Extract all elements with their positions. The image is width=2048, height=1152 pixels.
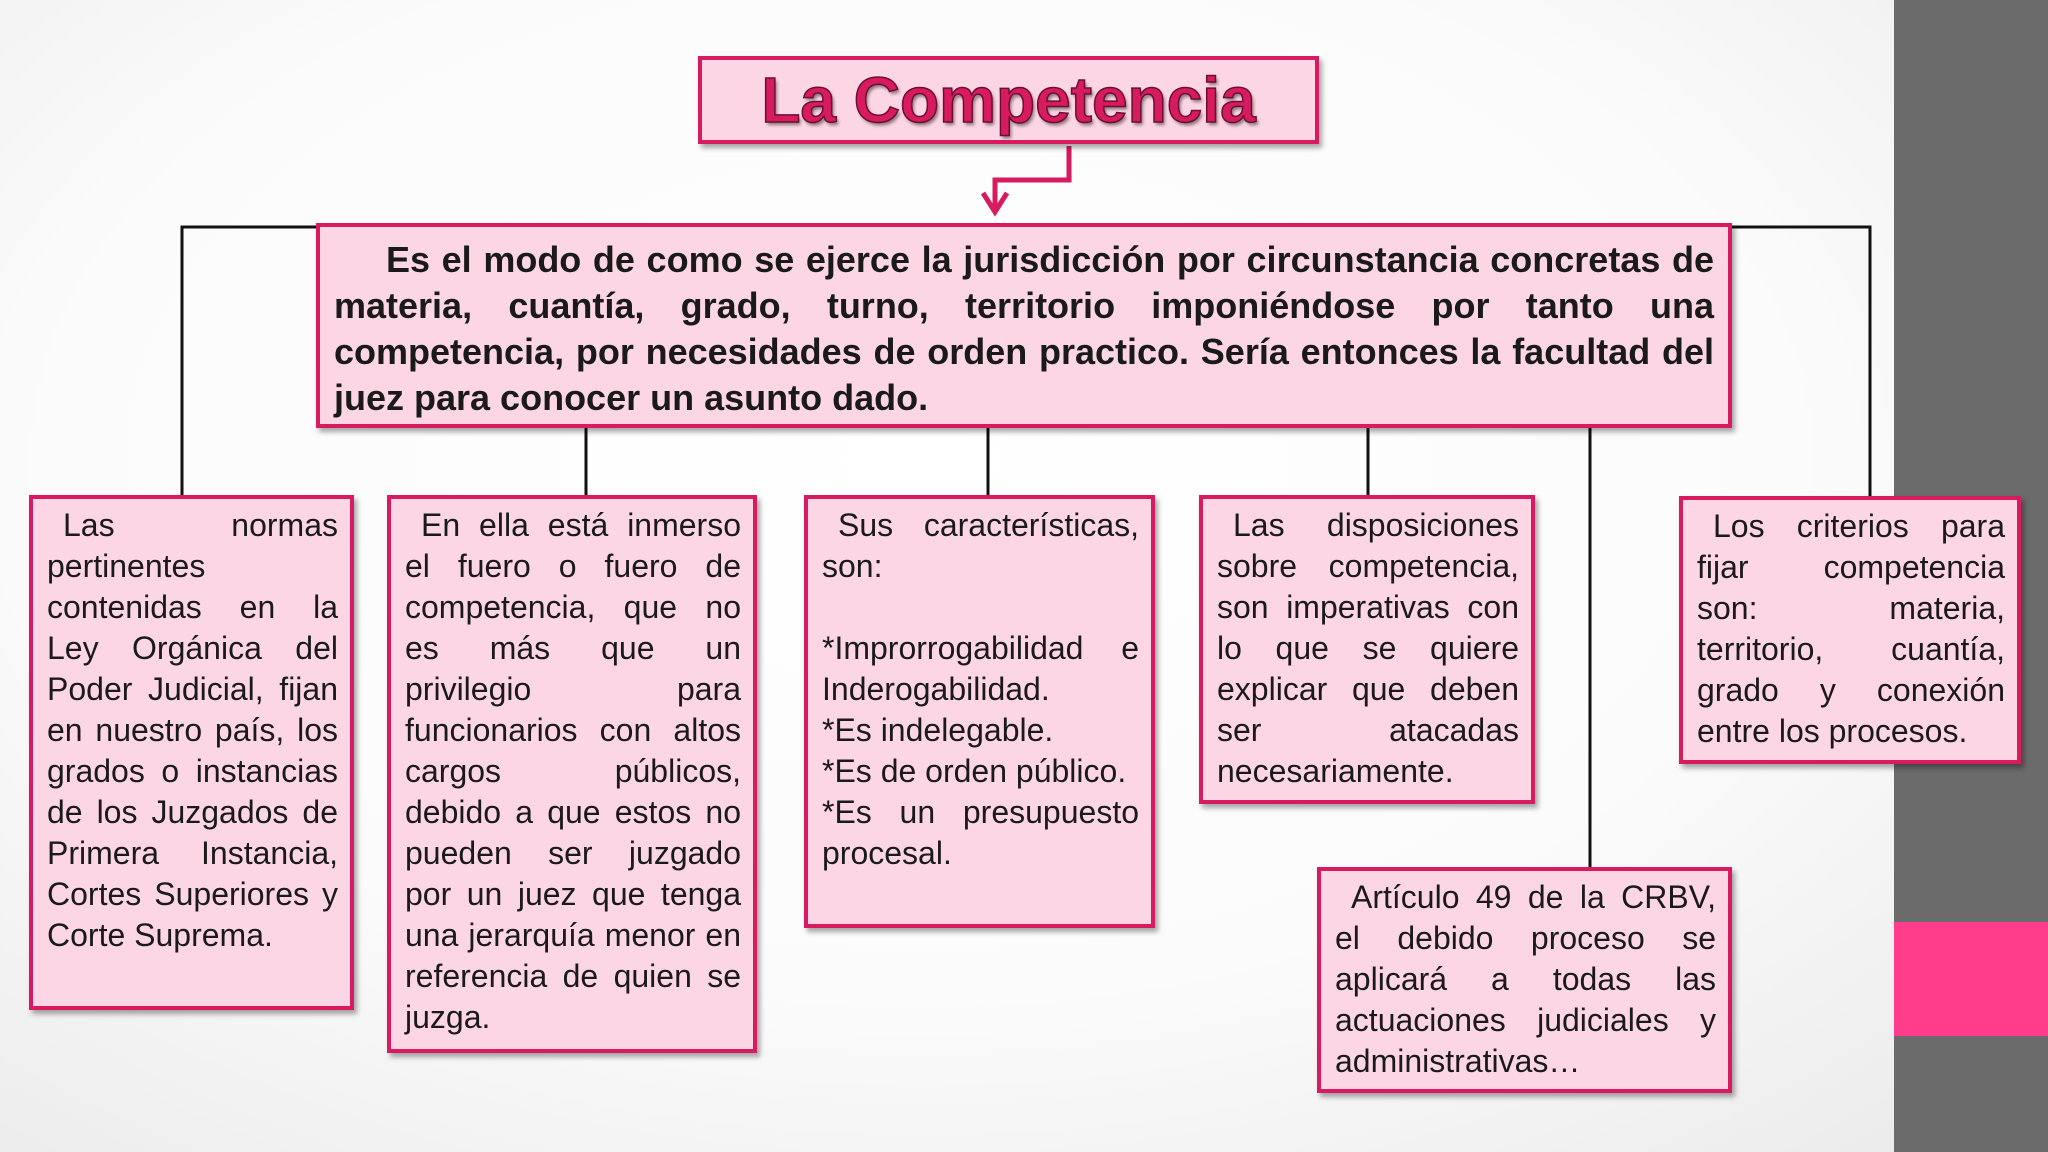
branch-box-normas: Las normas pertinentes contenidas en la Ley Orgánica del Poder Judicial, fijan en nuestro país, los grados o instancias de los Juzgados de Primera Instancia, Cortes Superiores y Corte Suprema. [29,495,354,1010]
branch-box-criterios: Los criterios para fijar competencia son: materia, territorio, cuantía, grado y conexión entre los procesos. [1679,496,2021,764]
branch-box-articulo-49: Artículo 49 de la CRBV, el debido proceso se aplicará a todas las actuaciones judiciales y administrativas… [1317,867,1732,1093]
title-box [698,56,1319,144]
title-arrow-line [995,146,1069,210]
bracket-left [182,227,316,495]
branch-box-fuero: En ella está inmerso el fuero o fuero de competencia, que no es más que un privilegio para funcionarios con altos cargos públicos, debido a que estos no pueden ser juzgado por un juez que tenga una jerarquía menor en referencia de quien se juzga. [387,495,757,1053]
definition-box: Es el modo de como se ejerce la jurisdicción por circunstancia concretas de materia, cuantía, grado, turno, territorio imponiéndose por tanto una competencia, por necesidades de orden practico. Sería entonces la facultad del juez para conocer un asunto dado. [316,223,1732,428]
branch-box-disposiciones: Las disposiciones sobre competencia, son imperativas con lo que se quiere explicar que deben ser atacadas necesariamente. [1199,495,1535,804]
diagram-title: La Competencia [761,64,1256,136]
branch-box-caracteristicas: Sus características, son: *Improrrogabilidad e Inderogabilidad. *Es indelegable. *Es de orden público. *Es un presupuesto procesal. [804,495,1155,928]
bracket-right [1732,227,1870,496]
